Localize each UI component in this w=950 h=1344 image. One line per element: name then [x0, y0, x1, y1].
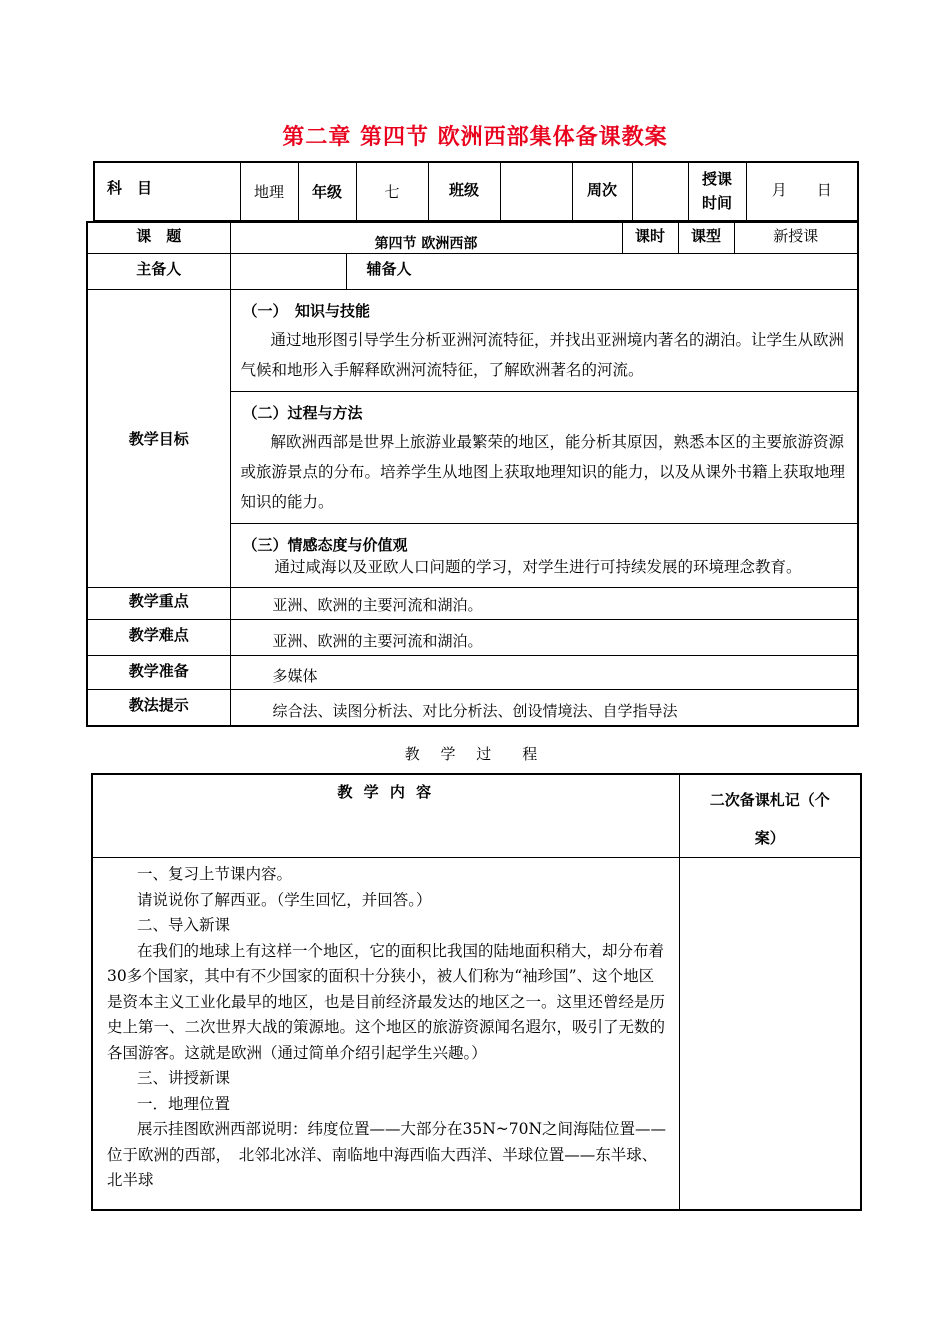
method-value: 综合法、读图分析法、对比分析法、创设情境法、自学指导法	[230, 690, 858, 726]
content-column-header: 教 学 内 容	[92, 774, 679, 858]
notes-column-header	[679, 774, 861, 858]
process-content	[93, 858, 679, 1194]
paragraph: 展示挂图欧洲西部说明：纬度位置——大部分在35N~70N之间海陆位置——位于欧洲的西部， 北邻北冰洋、南临地中海西临大西洋、半球位置——东半球、北半球	[107, 1120, 667, 1189]
paragraph: 三、讲授新课	[137, 1069, 231, 1087]
grade-value: 七	[356, 162, 428, 221]
week-label: 周次	[572, 162, 632, 221]
objective-heading-3: （三）情感态度与价值观	[242, 536, 408, 554]
objectives-label: 教学目标	[87, 290, 230, 588]
time-label-line2: 时间	[701, 194, 732, 212]
preparation-label: 教学准备	[87, 656, 230, 690]
header-table	[93, 161, 859, 222]
objective-heading-1: （一） 知识与技能	[242, 302, 371, 320]
page-title: 第二章 第四节 欧洲西部集体备课教案	[282, 125, 668, 150]
grade-label: 年级	[298, 162, 356, 221]
objective-text-2: 解欧洲西部是世界上旅游业最繁荣的地区，能分析其原因，熟悉本区的主要旅游资源或旅游景点的分布。培养学生从地图上获取地理知识的能力，以及从课外书籍上获取地理知识的能力。	[240, 433, 846, 511]
objective-block-1	[230, 290, 858, 392]
paragraph: 二、导入新课	[137, 916, 231, 934]
paragraph: 在我们的地球上有这样一个地区，它的面积比我国的陆地面积稍大，却分布着30多个国家，其中有不少国家的面积十分狭小，被人们称为“袖珍国”、这个地区是资本主义工业化最早的地区，也是目前经济最发达的地区之一。这里还曾经是历史上第一、二次世界大战的策源地。这个地区的旅游资源闻名遐尔，吸引了无数的各国游客。这就是欧洲（通过简单介绍引起学生兴趣。）	[107, 941, 666, 1062]
objective-heading-2: （二）过程与方法	[242, 404, 363, 422]
key-point-value: 亚洲、欧洲的主要河流和湖泊。	[230, 588, 858, 620]
subject-value: 地理	[240, 162, 298, 221]
paragraph: 请说说你了解西亚。（学生回忆，并回答。）	[137, 890, 432, 909]
time-label	[688, 162, 746, 221]
class-value	[500, 162, 572, 221]
time-value: 月 日	[746, 162, 858, 221]
info-table	[86, 221, 859, 727]
notes-cell	[679, 858, 861, 1210]
objective-text-3: 通过咸海以及亚欧人口问题的学习，对学生进行可持续发展的环境理念教育。	[274, 558, 802, 576]
objective-text-1: 通过地形图引导学生分析亚洲河流特征，并找出亚洲境内著名的湖泊。让学生从欧洲气候和地形入手解释欧洲河流特征，了解欧洲著名的河流。	[240, 331, 845, 379]
lead-value	[230, 254, 346, 290]
notes-header-line2: 案）	[754, 829, 785, 847]
key-point-label: 教学重点	[87, 588, 230, 620]
paragraph: 一、复习上节课内容。	[137, 865, 293, 883]
topic-value: 第四节 欧洲西部	[230, 222, 622, 254]
difficulty-value: 亚洲、欧洲的主要河流和湖泊。	[230, 620, 858, 656]
week-value	[632, 162, 688, 221]
class-label: 班级	[428, 162, 500, 221]
paragraph: 一．地理位置	[137, 1094, 231, 1113]
content-cell	[92, 858, 679, 1210]
time-label-line1: 授课	[701, 170, 732, 188]
difficulty-label: 教学难点	[87, 620, 230, 656]
notes-header-line1: 二次备课札记（个	[709, 791, 830, 809]
process-heading: 教 学 过 程	[404, 745, 546, 763]
process-table	[91, 773, 862, 1211]
lead-label: 主备人	[87, 254, 230, 290]
type-value: 新授课	[734, 222, 858, 254]
objective-block-2	[230, 392, 858, 524]
assist-label: 辅备人	[346, 254, 858, 290]
topic-label: 课 题	[87, 222, 230, 254]
period-label: 课时	[622, 222, 678, 254]
method-label: 教法提示	[87, 690, 230, 726]
subject-label: 科 目	[94, 162, 240, 221]
objective-block-3	[230, 524, 858, 588]
preparation-value: 多媒体	[230, 656, 858, 690]
type-label: 课型	[678, 222, 734, 254]
